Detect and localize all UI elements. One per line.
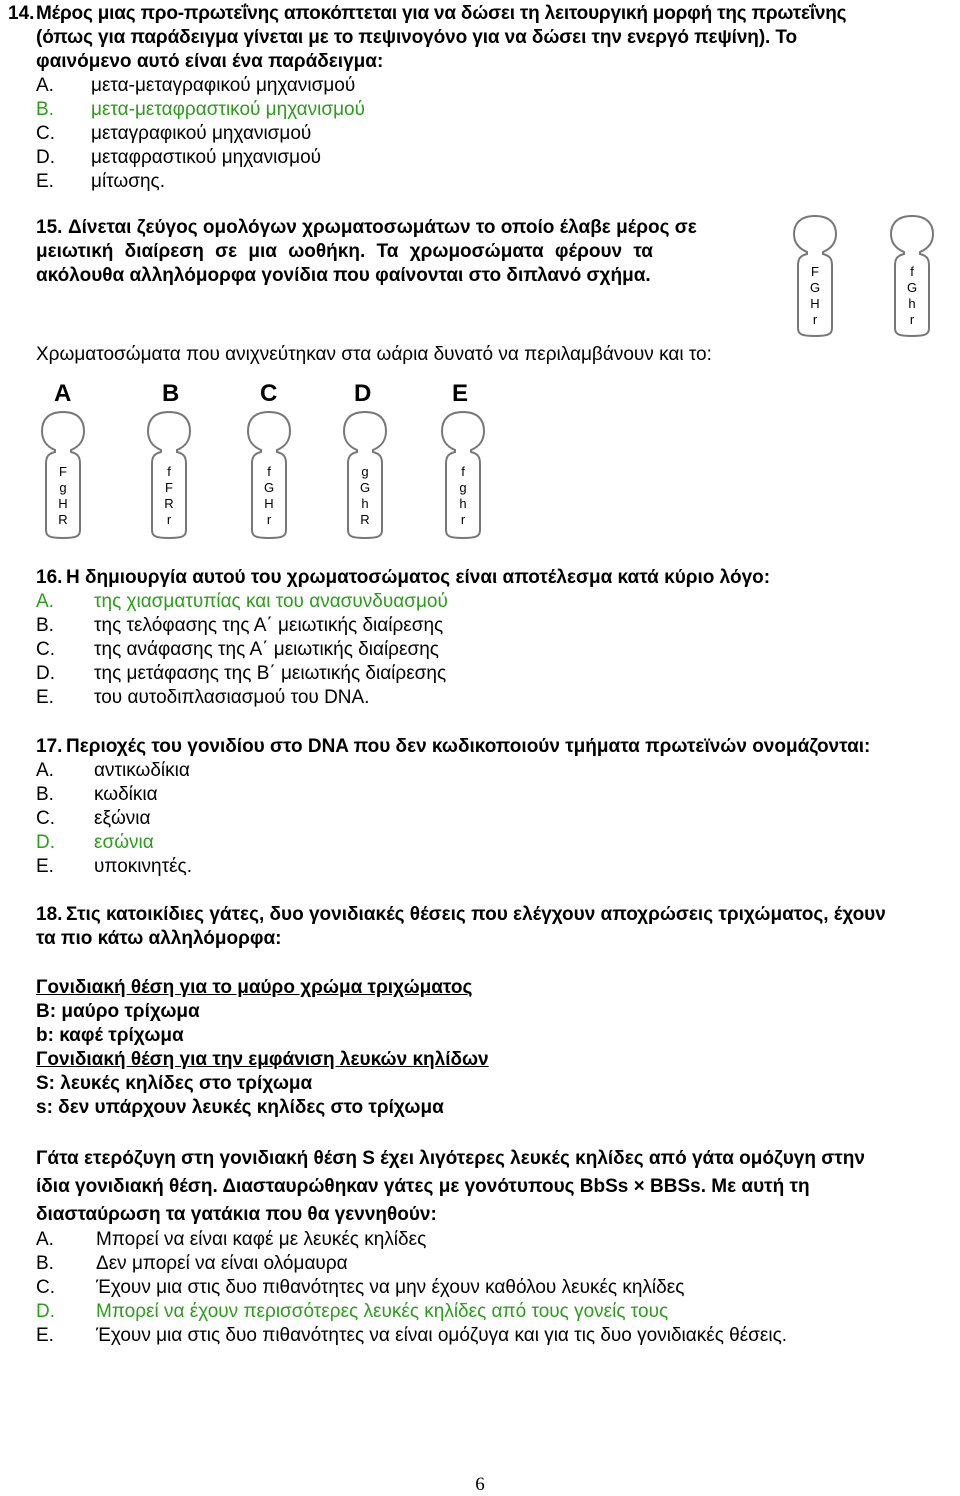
choice-chromosome-d[interactable] [340, 410, 390, 540]
option-letter: E. [36, 856, 54, 877]
q16-option-b[interactable] [36, 614, 443, 638]
option-text: Έχουν μια στις δυο πιθανότητες να μην έχουν καθόλου λευκές κηλίδες [96, 1277, 685, 1298]
q14-stem [36, 2, 956, 74]
allele-line: S: λευκές κηλίδες στο τρίχωμα [36, 1073, 313, 1094]
q18-para-line: Γάτα ετερόζυγη στη γονιδιακή θέση S έχει λιγότερες λευκές κηλίδες από γάτα ομόζυγη στην [36, 1148, 865, 1169]
option-letter: B. [36, 99, 54, 120]
option-letter: C. [36, 123, 55, 144]
q16-number: 16. [36, 567, 63, 588]
gene-label: h [361, 496, 369, 511]
option-letter: E. [36, 1325, 54, 1346]
q16-stem: Η δημιουργία αυτού του χρωματοσώματος είναι αποτέλεσμα κατά κύριο λόγο: [66, 567, 771, 588]
homolog-chromosome-2 [887, 214, 937, 338]
q16-option-e[interactable] [36, 686, 369, 710]
option-text: Δεν μπορεί να είναι ολόμαυρα [96, 1253, 348, 1274]
choice-chromosome-c[interactable] [244, 410, 294, 540]
option-letter: B. [36, 615, 54, 636]
option-letter: B. [36, 784, 54, 805]
q15-stem-line: μειωτική διαίρεση σε μια ωοθήκη. Τα χρωμοσώματα φέρουν τα [36, 241, 653, 262]
q14-stem-line: Μέρος μιας προ-πρωτεΐνης αποκόπτεται για να δώσει τη λειτουργική μορφή της πρωτεΐνης [36, 3, 847, 24]
option-text: μεταγραφικού μηχανισμού [91, 123, 312, 144]
gene-label: G [359, 480, 371, 495]
locus-heading-black: Γονιδιακή θέση για το μαύρο χρώμα τριχώματος [36, 977, 473, 998]
choice-label-b: B [162, 380, 180, 407]
option-letter: C. [36, 1277, 55, 1298]
gene-label: r [812, 312, 818, 327]
option-letter: E. [36, 687, 54, 708]
q18-stem-line: Στις κατοικίδιες γάτες, δυο γονιδιακές θέσεις που ελέγχουν αποχρώσεις τριχώματος, έχουν [66, 904, 886, 925]
gene-label: h [908, 296, 916, 311]
gene-label: G [809, 280, 821, 295]
gene-label: g [59, 480, 67, 495]
choice-chromosome-a[interactable] [38, 410, 88, 540]
option-text: μετα-μεταγραφικού μηχανισμού [91, 75, 356, 96]
option-letter: C. [36, 639, 55, 660]
q14-number: 14. [8, 3, 35, 24]
q15-number: 15. [36, 217, 63, 238]
option-text: μετα-μεταφραστικού μηχανισμού [91, 99, 365, 120]
choice-label-c: C [260, 380, 278, 407]
gene-label: g [459, 480, 467, 495]
option-text: κωδίκια [94, 784, 158, 805]
q14-option-c[interactable] [36, 122, 311, 146]
q14-option-b[interactable] [36, 98, 365, 122]
q18-option-d[interactable] [36, 1300, 668, 1324]
q17-option-c[interactable] [36, 807, 151, 831]
option-text: της τελόφασης της Α΄ μειωτικής διαίρεσης [94, 615, 444, 636]
q14-stem-line: φαινόμενο αυτό είναι ένα παράδειγμα: [36, 51, 384, 72]
gene-label: F [59, 464, 67, 479]
option-text: της μετάφασης της Β΄ μειωτικής διαίρεσης [94, 663, 447, 684]
choice-label-a: A [54, 380, 72, 407]
q17-option-d[interactable] [36, 831, 154, 855]
option-text: υποκινητές. [94, 856, 192, 877]
allele-line: B: μαύρο τρίχωμα [36, 1001, 200, 1022]
option-text: Μπορεί να είναι καφέ με λευκές κηλίδες [96, 1229, 427, 1250]
q15-stem-line: Δίνεται ζεύγος ομολόγων χρωματοσωμάτων το οποίο έλαβε μέρος σε [68, 217, 697, 238]
q14-option-d[interactable] [36, 146, 321, 170]
q15-stem-line: ακόλουθα αλληλόμορφα γονίδια που φαίνονται στο διπλανό σχήμα. [36, 265, 651, 286]
allele-line: b: καφέ τρίχωμα [36, 1025, 184, 1046]
option-letter: E. [36, 171, 54, 192]
q14-option-a[interactable] [36, 74, 355, 98]
gene-label: H [810, 296, 820, 311]
q17-option-a[interactable] [36, 759, 190, 783]
option-text: του αυτοδιπλασιασμού του DNA. [94, 687, 370, 708]
q17-number: 17. [36, 736, 63, 757]
q18-para-line: ίδια γονιδιακή θέση. Διασταυρώθηκαν γάτες με γονότυπους BbSs × BBSs. Με αυτή τη [36, 1176, 810, 1197]
homolog-chromosome-1 [790, 214, 840, 338]
gene-label: f [461, 464, 465, 479]
option-letter: C. [36, 808, 55, 829]
option-text: Μπορεί να έχουν περισσότερες λευκές κηλίδες από τους γονείς τους [96, 1301, 669, 1322]
gene-label: F [811, 264, 819, 279]
q18-para-line: διασταύρωση τα γατάκια που θα γεννηθούν: [36, 1204, 437, 1225]
page-number: 6 [475, 1474, 485, 1495]
q14-stem-line: (όπως για παράδειγμα γίνεται με το πεψινογόνο για να δώσει την ενεργό πεψίνη). Το [36, 27, 798, 48]
gene-label: h [459, 496, 467, 511]
gene-label: f [910, 264, 914, 279]
gene-label: r [266, 512, 272, 527]
option-letter: D. [36, 147, 55, 168]
option-letter: A. [36, 1229, 54, 1250]
q18-option-c[interactable] [36, 1276, 684, 1300]
q18-option-b[interactable] [36, 1252, 348, 1276]
allele-line: s: δεν υπάρχουν λευκές κηλίδες στο τρίχωμα [36, 1097, 444, 1118]
option-letter: B. [36, 1253, 54, 1274]
gene-label: r [909, 312, 915, 327]
q17-option-e[interactable] [36, 855, 192, 879]
gene-label: G [263, 480, 275, 495]
q14-option-e[interactable] [36, 170, 165, 194]
option-letter: D. [36, 663, 55, 684]
choice-label-d: D [354, 380, 372, 407]
option-text: Έχουν μια στις δυο πιθανότητες να είναι ομόζυγα και για τις δυο γονιδιακές θέσεις. [96, 1325, 788, 1346]
option-text: μεταφραστικού μηχανισμού [91, 147, 322, 168]
gene-label: R [360, 512, 370, 527]
q17-stem: Περιοχές του γονιδίου στο DNA που δεν κωδικοποιούν τμήματα πρωτεϊνών ονομάζονται: [66, 736, 871, 757]
gene-label: R [58, 512, 68, 527]
q18-option-e[interactable] [36, 1324, 787, 1348]
q16-option-a[interactable] [36, 590, 448, 614]
choice-chromosome-e[interactable] [438, 410, 488, 540]
gene-label: r [460, 512, 466, 527]
q16-option-c[interactable] [36, 638, 439, 662]
option-letter: A. [36, 760, 54, 781]
choice-label-e: E [452, 380, 469, 407]
choice-chromosome-b[interactable] [144, 410, 194, 540]
option-letter: A. [36, 591, 54, 612]
gene-label: f [167, 464, 171, 479]
q15-subquestion: Χρωματοσώματα που ανιχνεύτηκαν στα ωάρια δυνατό να περιλαμβάνουν και το: [36, 344, 712, 365]
option-letter: A. [36, 75, 54, 96]
option-text: εξώνια [94, 808, 151, 829]
q17-option-b[interactable] [36, 783, 158, 807]
gene-label: g [361, 464, 369, 479]
gene-label: F [165, 480, 173, 495]
option-text: της ανάφασης της Α΄ μειωτικής διαίρεσης [94, 639, 439, 660]
gene-label: f [267, 464, 271, 479]
option-text: αντικωδίκια [94, 760, 190, 781]
locus-heading-spots: Γονιδιακή θέση για την εμφάνιση λευκών κηλίδων [36, 1049, 489, 1070]
gene-label: G [906, 280, 918, 295]
gene-label: H [264, 496, 274, 511]
gene-label: R [164, 496, 174, 511]
q18-option-a[interactable] [36, 1228, 426, 1252]
gene-label: r [166, 512, 172, 527]
option-text: μίτωσης. [91, 171, 165, 192]
gene-label: H [58, 496, 68, 511]
option-letter: D. [36, 832, 55, 853]
q18-number: 18. [36, 904, 63, 925]
option-letter: D. [36, 1301, 55, 1322]
q16-option-d[interactable] [36, 662, 446, 686]
option-text: της χιασματυπίας και του ανασυνδυασμού [94, 591, 448, 612]
q18-paragraph [36, 1145, 865, 1229]
q18-stem-line: τα πιο κάτω αλληλόμορφα: [36, 928, 282, 949]
option-text: εσώνια [94, 832, 154, 853]
